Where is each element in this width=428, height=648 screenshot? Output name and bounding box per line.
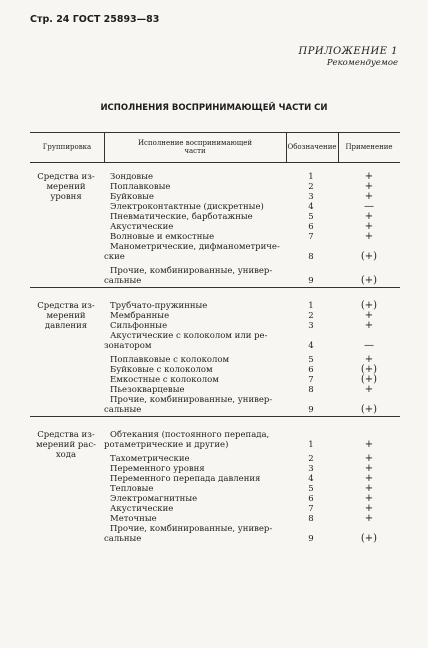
item-application: (+) — [360, 404, 378, 415]
item-text: Манометрические, дифманометриче- — [110, 242, 280, 252]
group-name: Средства из- — [37, 301, 95, 311]
item-application: + — [364, 439, 374, 450]
item-designation: 1 — [308, 172, 314, 182]
item-designation: 6 — [308, 222, 314, 232]
header-application: Применение — [345, 143, 393, 151]
table-header-rule — [30, 162, 400, 163]
item-application: (+) — [360, 364, 378, 375]
item-text: Тахометрические — [110, 454, 190, 464]
header-variant-1: Исполнение воспринимающей — [137, 139, 253, 147]
item-designation: 9 — [308, 276, 314, 286]
group-name: Средства из- — [37, 430, 95, 440]
item-text: Волновые и емкостные — [110, 232, 215, 242]
item-designation: 3 — [308, 464, 314, 474]
header-variant-2: части — [184, 147, 206, 155]
item-text: Обтекания (постоянного перепада, — [110, 430, 270, 440]
item-designation: 8 — [308, 385, 314, 395]
item-text: Буйковые с колоколом — [110, 365, 213, 375]
item-text: Поплавковые — [110, 182, 171, 192]
item-text: Мембранные — [110, 311, 170, 321]
table-top-rule — [30, 132, 400, 133]
item-application: (+) — [360, 275, 378, 286]
item-application: — — [364, 340, 374, 351]
item-designation: 8 — [308, 514, 314, 524]
item-application: + — [364, 231, 374, 242]
item-application: + — [364, 513, 374, 524]
item-application: + — [364, 493, 374, 504]
item-designation: 2 — [308, 182, 314, 192]
item-designation: 5 — [308, 212, 314, 222]
item-application: + — [364, 503, 374, 514]
item-designation: 1 — [308, 440, 314, 450]
item-text: сальные — [104, 276, 142, 286]
header-designation: Обозначение — [287, 143, 337, 151]
col-divider — [104, 132, 105, 162]
item-designation: 7 — [308, 504, 314, 514]
item-text: Трубчато-пружинные — [110, 301, 208, 311]
item-designation: 4 — [308, 341, 314, 351]
item-designation: 5 — [308, 484, 314, 494]
item-application: (+) — [360, 533, 378, 544]
item-text: ротаметрические и другие) — [104, 440, 229, 450]
item-text: Акустические — [110, 222, 174, 232]
item-text: Электромагнитные — [110, 494, 198, 504]
item-designation: 2 — [308, 454, 314, 464]
item-text: сальные — [104, 405, 142, 415]
item-application: + — [364, 211, 374, 222]
item-text: Переменного уровня — [110, 464, 205, 474]
item-text: зонатором — [104, 341, 152, 351]
item-designation: 9 — [308, 405, 314, 415]
group-divider — [30, 416, 400, 417]
item-designation: 6 — [308, 365, 314, 375]
item-designation: 4 — [308, 202, 314, 212]
appendix-title: ПРИЛОЖЕНИЕ 1 — [298, 46, 398, 57]
item-designation: 4 — [308, 474, 314, 484]
item-application: + — [364, 354, 374, 365]
group-divider — [30, 287, 400, 288]
item-application: + — [364, 463, 374, 474]
item-text: ские — [104, 252, 125, 262]
group-name: хода — [55, 450, 77, 460]
item-text: Акустические — [110, 504, 174, 514]
item-designation: 6 — [308, 494, 314, 504]
item-text: сальные — [104, 534, 142, 544]
item-designation: 7 — [308, 375, 314, 385]
item-application: — — [364, 201, 374, 212]
item-designation: 1 — [308, 301, 314, 311]
item-text: Зондовые — [110, 172, 154, 182]
item-designation: 7 — [308, 232, 314, 242]
group-name: Средства из- — [37, 172, 95, 182]
item-application: + — [364, 191, 374, 202]
item-text: Прочие, комбинированные, универ- — [110, 395, 273, 405]
item-application: + — [364, 221, 374, 232]
item-application: (+) — [360, 374, 378, 385]
item-text: Пневматические, барботажные — [110, 212, 253, 222]
item-text: Электроконтактные (дискретные) — [110, 202, 264, 212]
item-application: + — [364, 453, 374, 464]
item-text: Поплавковые с колоколом — [110, 355, 230, 365]
item-designation: 5 — [308, 355, 314, 365]
item-application: + — [364, 473, 374, 484]
item-text: Емкостные с колоколом — [110, 375, 219, 385]
group-name: мерений давления — [44, 311, 88, 331]
item-application: + — [364, 483, 374, 494]
item-designation: 2 — [308, 311, 314, 321]
group-name: мерений уровня — [46, 182, 86, 202]
item-text: Меточные — [110, 514, 157, 524]
item-application: + — [364, 384, 374, 395]
group-name: мерений рас- — [36, 440, 96, 450]
item-designation: 9 — [308, 534, 314, 544]
item-application: + — [364, 181, 374, 192]
item-text: Акустические с колоколом или ре- — [110, 331, 268, 341]
document-title: ИСПОЛНЕНИЯ ВОСПРИНИМАЮЩЕЙ ЧАСТИ СИ — [100, 103, 328, 113]
item-designation: 3 — [308, 321, 314, 331]
item-designation: 3 — [308, 192, 314, 202]
item-application: + — [364, 171, 374, 182]
item-application: + — [364, 310, 374, 321]
item-designation: 8 — [308, 252, 314, 262]
item-text: Буйковые — [110, 192, 154, 202]
item-application: + — [364, 320, 374, 331]
appendix-subtitle: Рекомендуемое — [326, 58, 398, 68]
page-header: Стр. 24 ГОСТ 25893—83 — [30, 14, 160, 25]
item-text: Прочие, комбинированные, универ- — [110, 266, 273, 276]
header-group: Группировка — [42, 143, 92, 151]
item-text: Сильфонные — [110, 321, 168, 331]
item-text: Тепловые — [110, 484, 154, 494]
item-text: Пьезокварцевые — [110, 385, 185, 395]
item-application: (+) — [360, 251, 378, 262]
item-text: Прочие, комбинированные, универ- — [110, 524, 273, 534]
item-text: Переменного перепада давления — [110, 474, 261, 484]
item-application: (+) — [360, 300, 378, 311]
